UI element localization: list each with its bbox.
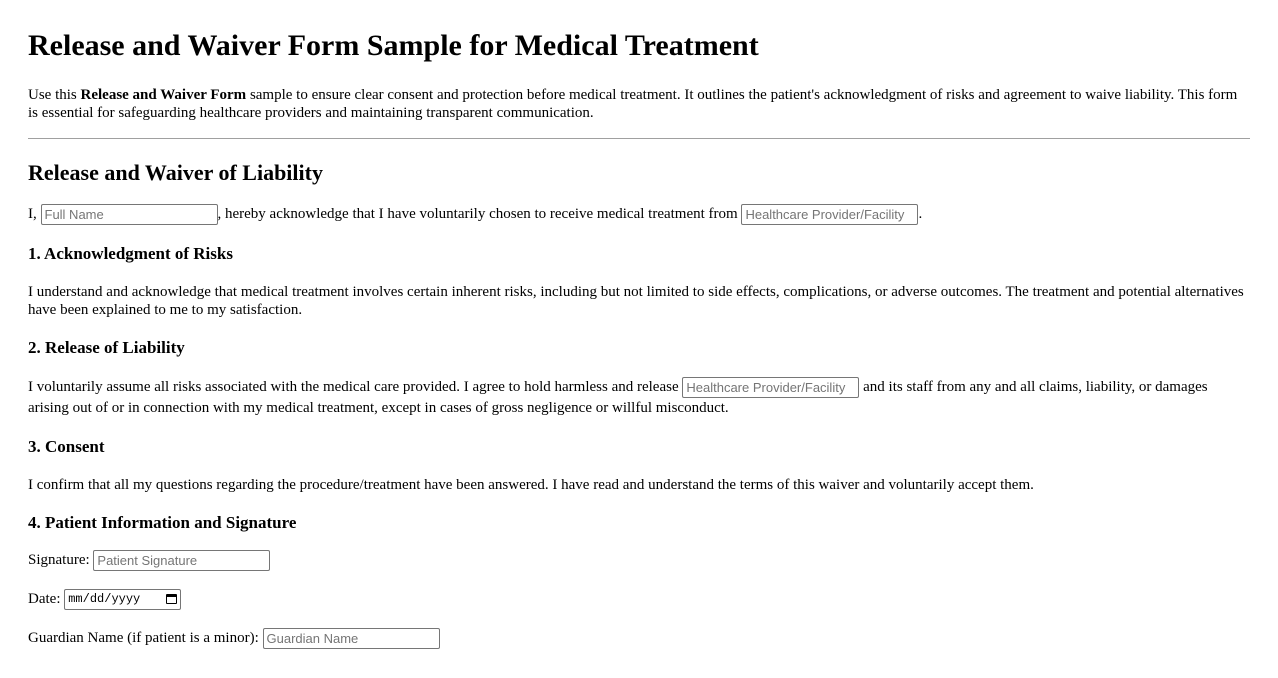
divider <box>28 138 1250 139</box>
date-placeholder: mm/dd/yyyy <box>68 592 141 607</box>
signature-label: Signature: <box>28 552 90 569</box>
document-page <box>0 28 1278 649</box>
release-heading: 2. Release of Liability <box>28 338 185 358</box>
release-text-before: I voluntarily assume all risks associated with the medical care provided. I agree to hold harmless and release <box>28 379 679 396</box>
risks-heading: 1. Acknowledgment of Risks <box>28 244 233 264</box>
signature-input[interactable] <box>93 550 270 571</box>
intro-paragraph <box>28 86 1250 122</box>
consent-heading: 3. Consent <box>28 437 105 457</box>
acknowledgment-line <box>28 203 1250 225</box>
risks-text: I understand and acknowledge that medical treatment involves certain inherent risks, including but not limited to side effects, complications, or adverse outcomes. The treatment and potential alternatives have been explained to me to my satisfaction. <box>28 284 1244 319</box>
release-text-after: and its staff from any and all claims, liability, or damages arising out of or in connection with my medical treatment, except in cases of gross negligence or willful misconduct. <box>28 379 1208 417</box>
ack-prefix: I, <box>28 206 37 222</box>
intro-bold-text: Release and Waiver Form <box>80 87 247 103</box>
date-row <box>28 588 1250 610</box>
date-input[interactable] <box>64 589 181 610</box>
intro-text-after: sample to ensure clear consent and protection before medical treatment. It outlines the patient's acknowledgment of risks and agreement to waive liability. This form is essential for safeguarding healthcare providers and maintaining transparent communication. <box>28 87 1238 121</box>
signature-row <box>28 549 1250 571</box>
guardian-label: Guardian Name (if patient is a minor): <box>28 630 259 647</box>
date-label: Date: <box>28 591 61 608</box>
guardian-name-input[interactable] <box>263 628 440 649</box>
page-title: Release and Waiver Form Sample for Medical Treatment <box>28 29 759 62</box>
consent-text: I confirm that all my questions regarding the procedure/treatment have been answered. I have read and understand the terms of this waiver and voluntarily accept them. <box>28 477 1034 494</box>
calendar-icon[interactable] <box>166 594 177 604</box>
release-provider-input[interactable] <box>682 377 859 398</box>
provider-facility-input[interactable] <box>741 204 918 225</box>
patient-info-heading: 4. Patient Information and Signature <box>28 513 297 533</box>
ack-middle-text: , hereby acknowledge that I have voluntarily chosen to receive medical treatment from <box>217 206 738 222</box>
section-title: Release and Waiver of Liability <box>28 160 323 185</box>
full-name-input[interactable] <box>41 204 218 225</box>
intro-text-before: Use this <box>28 87 81 103</box>
ack-suffix: . <box>918 206 923 222</box>
guardian-row <box>28 627 1250 649</box>
release-paragraph <box>28 377 1250 418</box>
